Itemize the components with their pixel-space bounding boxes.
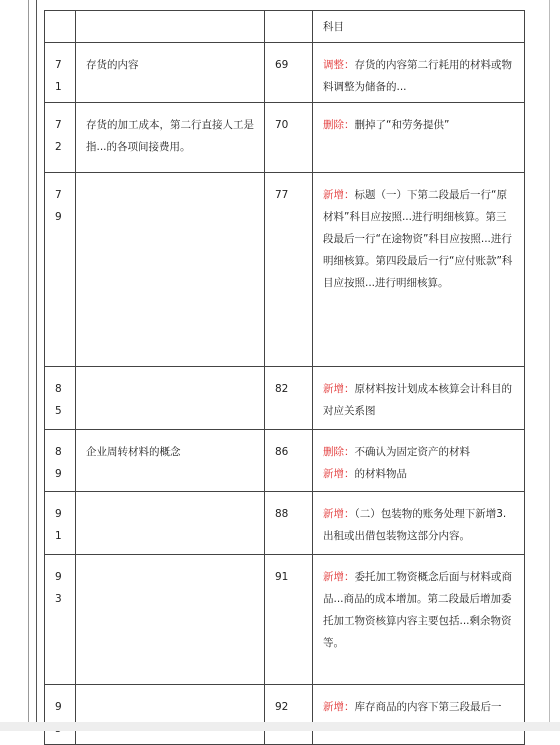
table-row xyxy=(45,43,525,103)
change-cell xyxy=(313,103,525,173)
change-text: 不确认为固定资产的材料 xyxy=(354,446,470,458)
old-page-cell: 85 xyxy=(45,367,76,430)
change-cell xyxy=(313,173,525,367)
change-keyword: 新增： xyxy=(323,468,355,480)
change-keyword: 新增： xyxy=(323,383,355,395)
old-page-cell: 89 xyxy=(45,430,76,492)
revision-table xyxy=(44,10,525,745)
change-keyword: 删除： xyxy=(323,446,355,458)
old-page-cell: 72 xyxy=(45,103,76,173)
old-page-cell: 9 xyxy=(45,685,76,745)
old-content-cell xyxy=(76,555,265,685)
change-cell xyxy=(313,367,525,430)
change-cell xyxy=(313,430,525,492)
new-page-cell: 70 xyxy=(265,103,313,173)
change-text: 的材料物品 xyxy=(354,468,407,480)
change-text: 标题（一）下第二段最后一行“原材料”科目应按照...进行明细核算。第三段最后一行“在途物资”科目应按照...进行明细核算。第四段最后一行“应付账款”科目应按照...进行明细核算。 xyxy=(323,189,513,289)
table-row xyxy=(45,11,525,43)
change-text: 原材料按计划成本核算会计科目的对应关系图 xyxy=(323,383,512,417)
change-cell xyxy=(313,11,525,43)
table-row xyxy=(45,173,525,367)
old-content-cell xyxy=(76,173,265,367)
change-keyword: 新增： xyxy=(323,189,355,201)
new-page-cell: 92 xyxy=(265,685,313,745)
change-text: 科目 xyxy=(323,21,344,33)
change-keyword: 新增： xyxy=(323,701,355,713)
margin-line xyxy=(36,0,37,722)
old-content-cell xyxy=(76,685,265,745)
table-row xyxy=(45,685,525,745)
old-content-cell xyxy=(76,367,265,430)
change-line xyxy=(323,441,514,463)
old-content-cell: 存货的加工成本，第二行直接人工是指...的各项间接费用。 xyxy=(76,103,265,173)
old-content-cell xyxy=(76,11,265,43)
change-line xyxy=(323,463,514,485)
new-page-cell: 91 xyxy=(265,555,313,685)
new-page-cell: 69 xyxy=(265,43,313,103)
table-row xyxy=(45,555,525,685)
change-text: （二）包装物的账务处理下新增3.出租或出借包装物这部分内容。 xyxy=(323,508,507,542)
new-page-cell: 86 xyxy=(265,430,313,492)
old-page-cell: 91 xyxy=(45,492,76,555)
change-text: 委托加工物资概念后面与材料或商品...商品的成本增加。第二段最后增加委托加工物资核算内容主要包括...剩余物资等。 xyxy=(323,571,512,649)
change-text: 存货的内容第二行耗用的材料或物料调整为储备的... xyxy=(323,59,512,93)
old-page-cell xyxy=(45,11,76,43)
new-page-cell: 88 xyxy=(265,492,313,555)
change-keyword: 新增： xyxy=(323,508,355,520)
change-cell xyxy=(313,43,525,103)
bottom-strip xyxy=(0,722,560,731)
old-page-cell: 79 xyxy=(45,173,76,367)
new-page-cell xyxy=(265,11,313,43)
old-page-cell: 71 xyxy=(45,43,76,103)
change-cell xyxy=(313,555,525,685)
old-page-cell: 93 xyxy=(45,555,76,685)
old-content-cell: 企业周转材料的概念 xyxy=(76,430,265,492)
change-cell xyxy=(313,492,525,555)
change-text: 库存商品的内容下第三段最后一 xyxy=(354,701,502,713)
table-row xyxy=(45,367,525,430)
old-content-cell xyxy=(76,492,265,555)
table-row xyxy=(45,492,525,555)
table-row xyxy=(45,430,525,492)
change-keyword: 删除： xyxy=(323,119,355,131)
change-keyword: 调整： xyxy=(323,59,355,71)
change-cell xyxy=(313,685,525,745)
change-keyword: 新增： xyxy=(323,571,355,583)
new-page-cell: 77 xyxy=(265,173,313,367)
new-page-cell: 82 xyxy=(265,367,313,430)
old-content-cell: 存货的内容 xyxy=(76,43,265,103)
table-row xyxy=(45,103,525,173)
change-text: 删掉了“和劳务提供” xyxy=(354,119,450,131)
